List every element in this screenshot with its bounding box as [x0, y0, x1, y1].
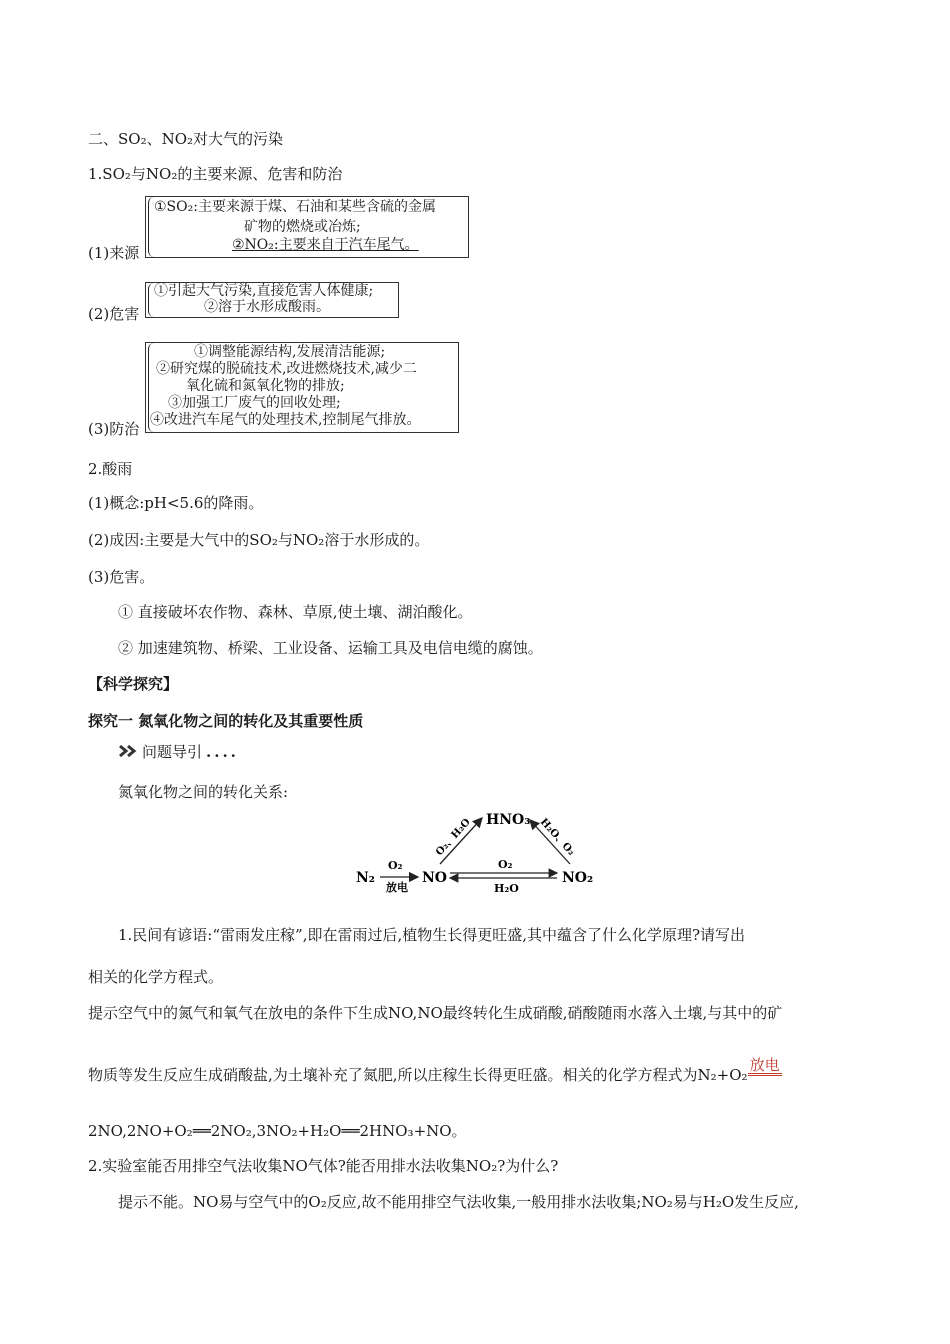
discharge-label: 放电 — [386, 881, 408, 894]
acid-rain-harm-1: ① 直接破坏农作物、森林、草原,使土壤、湖泊酸化。 — [118, 603, 473, 621]
prevention-line-5: ④改进汽车尾气的处理技术,控制尾气排放。 — [150, 412, 421, 428]
right-diagonal-label: H₂O、O₂ — [537, 816, 577, 858]
hno3-label: HNO₃ — [486, 812, 531, 828]
h2o-middle-label: H₂O — [494, 882, 519, 895]
q2-answer: 提示不能。NO易与空气中的O₂反应,故不能用排空气法收集,一般用排水法收集;NO₂易与H₂O发生反应, — [118, 1193, 799, 1211]
explore-title: 探究一 氮氧化物之间的转化及其重要性质 — [88, 712, 364, 730]
section-title: 二、SO₂、NO₂对大气的污染 — [88, 130, 284, 148]
source-label: (1)来源 — [88, 244, 140, 262]
left-diagonal-label: O₂、H₂O — [434, 816, 473, 859]
harm-label: (2)危害 — [88, 305, 140, 323]
prevention-label: (3)防治 — [88, 420, 140, 438]
acid-rain-cause: (2)成因:主要是大气中的SO₂与NO₂溶于水形成的。 — [88, 531, 430, 549]
source-line-2: 矿物的燃烧或冶炼; — [244, 219, 361, 235]
q2-question: 2.实验室能否用排空气法收集NO气体?能否用排水法收集NO₂?为什么? — [88, 1157, 559, 1175]
acid-rain-harm-2: ② 加速建筑物、桥梁、工业设备、运输工具及电信电缆的腐蚀。 — [118, 639, 543, 657]
q1-answer-line-1: 提示空气中的氮气和氧气在放电的条件下生成NO,NO最终转化生成硝酸,硝酸随雨水落入土壤,与其中的矿 — [88, 1004, 783, 1022]
acid-rain-concept: (1)概念:pH<5.6的降雨。 — [88, 494, 264, 512]
q1-answer-line-2 — [88, 1056, 782, 1085]
n2-label: N₂ — [356, 870, 375, 886]
no-label: NO — [422, 870, 447, 886]
prevention-line-4: ③加强工厂废气的回收处理; — [168, 395, 341, 411]
q1-question-line-1: 1.民间有谚语:“雷雨发庄稼”,即在雷雨过后,植物生长得更旺盛,其中蕴含了什么化学原理?请写出 — [118, 926, 746, 944]
science-heading: 【科学探究】 — [88, 675, 179, 693]
o2-middle-label: O₂ — [498, 858, 513, 871]
guide-row — [118, 741, 239, 762]
prevention-line-2: ②研究煤的脱硫技术,改进燃烧技术,减少二 — [156, 361, 417, 377]
item1-title: 1.SO₂与NO₂的主要来源、危害和防治 — [88, 165, 343, 183]
source-line-1: ①SO₂:主要来源于煤、石油和某些含硫的金属 — [154, 199, 436, 215]
guide-dots: .... — [206, 743, 239, 761]
harm-line-2: ②溶于水形成酸雨。 — [204, 299, 330, 315]
no2-label: NO₂ — [562, 870, 594, 886]
o2-top-label: O₂ — [388, 859, 403, 872]
source-line-3: ②NO₂:主要来自于汽车尾气。 — [232, 237, 419, 253]
q1-question-line-2: 相关的化学方程式。 — [88, 968, 224, 986]
prevention-line-3: 氧化硫和氮氧化物的排放; — [186, 378, 345, 394]
double-chevron-icon — [118, 744, 140, 762]
q1-answer-text: 物质等发生反应生成硝酸盐,为土壤补充了氮肥,所以庄稼生长得更旺盛。相关的化学方程式为N₂+O₂ — [88, 1066, 748, 1084]
prevention-line-1: ①调整能源结构,发展清洁能源; — [194, 344, 386, 360]
discharge-condition-label: 放电 — [749, 1056, 780, 1074]
nitrogen-oxide-diagram — [352, 808, 602, 898]
item2-title: 2.酸雨 — [88, 460, 133, 478]
diagram-intro: 氮氧化物之间的转化关系: — [118, 783, 289, 801]
harm-box — [145, 282, 399, 318]
q1-answer-line-3: 2NO,2NO+O₂══2NO₂,3NO₂+H₂O══2HNO₃+NO。 — [88, 1122, 467, 1140]
prevention-box — [145, 342, 459, 433]
discharge-condition — [748, 1056, 782, 1082]
equation-equals — [748, 1073, 782, 1076]
guide-label: 问题导引 — [142, 743, 203, 761]
harm-line-1: ①引起大气污染,直接危害人体健康; — [154, 283, 374, 299]
source-box — [145, 196, 469, 258]
acid-rain-harm-title: (3)危害。 — [88, 568, 155, 586]
